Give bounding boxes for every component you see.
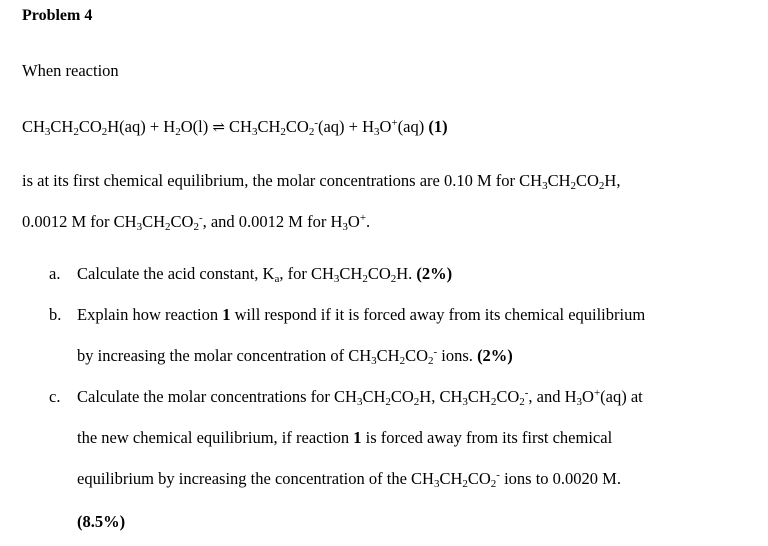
reaction-text: CH (257, 117, 281, 136)
subscript: 2 (490, 478, 497, 490)
question-weight: (8.5%) (77, 512, 126, 531)
superscript: - (198, 212, 203, 224)
reaction-text: (aq) + H (317, 117, 375, 136)
subscript: 2 (175, 126, 181, 138)
sentence-text: CO (576, 171, 599, 190)
reaction-text: CO (78, 117, 102, 136)
question-weight: (2%) (416, 264, 453, 283)
question-text: is forced away from its first chemical (361, 428, 613, 447)
reaction-text: O(l) (180, 117, 213, 136)
question-text: O (582, 387, 594, 406)
subscript: 2 (413, 396, 420, 408)
question-text: H. (396, 264, 417, 283)
subscript: 2 (598, 180, 605, 192)
equilibrium-sentence-line2 (22, 211, 370, 233)
subscript: 3 (542, 180, 548, 192)
sentence-text: CO (170, 212, 194, 231)
reaction-equation (22, 116, 448, 139)
subscript: 3 (333, 273, 340, 285)
question-text: Calculate the acid constant, K (77, 264, 275, 283)
subscript: 2 (390, 273, 397, 285)
list-marker-b: b. (49, 305, 62, 324)
subscript: 2 (308, 126, 315, 138)
problem-title: Problem 4 (22, 7, 93, 24)
question-text: CO (367, 264, 391, 283)
question-text: , and H (528, 387, 577, 406)
list-marker-c: c. (49, 387, 61, 406)
question-text: CH (467, 387, 491, 406)
sentence-text: is at its first chemical equilibrium, the molar concentrations are 0.10 M for CH (22, 171, 543, 190)
sentence-text: CH (547, 171, 571, 190)
subscript: 2 (385, 396, 391, 408)
subscript: a (274, 273, 280, 285)
question-text: CO (405, 346, 428, 365)
subscript: 2 (193, 221, 199, 233)
subscript: 3 (433, 478, 440, 490)
question-text: CO (390, 387, 414, 406)
question-text: Explain how reaction (77, 305, 223, 324)
question-text: CH (439, 469, 463, 488)
reaction-ref: 1 (222, 305, 231, 324)
superscript: - (433, 346, 438, 358)
question-text: the new chemical equilibrium, if reaction (77, 428, 354, 447)
sentence-text: . (366, 212, 371, 231)
subscript: 3 (576, 396, 583, 408)
subscript: 3 (356, 396, 363, 408)
question-text: Calculate the molar concentrations for CH (77, 387, 357, 406)
question-text: CH (376, 346, 400, 365)
sentence-text: 0.0012 M for CH (22, 212, 137, 231)
subscript: 2 (73, 126, 79, 138)
question-weight: (2%) (477, 346, 513, 365)
question-b-line1 (77, 304, 645, 326)
subscript: 3 (44, 126, 51, 138)
question-c-line2 (77, 427, 612, 449)
subscript: 2 (399, 355, 406, 367)
sentence-text: CH (142, 212, 166, 231)
superscript: + (391, 117, 398, 129)
reaction-text: CH (50, 117, 74, 136)
subscript: 2 (280, 126, 286, 138)
reaction-text: O (379, 117, 392, 136)
subscript: 2 (570, 180, 576, 192)
question-text: equilibrium by increasing the concentration of the CH (77, 469, 434, 488)
question-c-weight-line (77, 511, 125, 533)
subscript: 3 (462, 396, 468, 408)
subscript: 2 (362, 273, 368, 285)
subscript: 3 (374, 126, 380, 138)
sentence-text: , and 0.0012 M for H (202, 212, 343, 231)
superscript: - (496, 469, 500, 481)
subscript: 2 (165, 221, 171, 233)
intro-text: When reaction (22, 61, 119, 80)
sentence-text: O (347, 212, 360, 231)
subscript: 3 (371, 355, 377, 367)
reaction-text: (aq) (397, 117, 429, 136)
question-c-line3 (77, 468, 621, 490)
question-text: H, CH (419, 387, 463, 406)
question-text: CO (467, 469, 491, 488)
subscript: 2 (428, 355, 434, 367)
superscript: - (524, 387, 529, 399)
reaction-text: CH (22, 117, 45, 136)
superscript: - (314, 117, 318, 129)
question-b-line2 (77, 345, 513, 367)
subscript: 2 (490, 396, 497, 408)
reaction-label: (1) (428, 117, 448, 136)
subscript: 3 (136, 221, 143, 233)
question-text: CO (496, 387, 520, 406)
superscript: + (359, 212, 367, 224)
question-text: (aq) at (600, 387, 643, 406)
subscript: 2 (101, 126, 108, 138)
question-text: ions to 0.0020 M. (499, 469, 621, 488)
sentence-text: H, (604, 171, 621, 190)
question-text: by increasing the molar concentration of CH (77, 346, 372, 365)
subscript: 2 (519, 396, 525, 408)
reaction-text: CH (224, 117, 252, 136)
equilibrium-arrow-icon: ⇌ (212, 120, 225, 136)
subscript: 3 (251, 126, 258, 138)
list-marker-a: a. (49, 264, 61, 283)
question-text: , for CH (279, 264, 334, 283)
reaction-ref: 1 (353, 428, 362, 447)
reaction-text: CO (285, 117, 309, 136)
subscript: 2 (462, 478, 468, 490)
question-text: ions. (437, 346, 478, 365)
question-c-line1 (77, 386, 643, 408)
question-a (77, 263, 452, 285)
question-text: will respond if it is forced away from its chemical equilibrium (230, 305, 646, 324)
reaction-text: H(aq) + H (107, 117, 176, 136)
question-text: CH (362, 387, 386, 406)
subscript: 3 (342, 221, 348, 233)
superscript: + (593, 387, 601, 399)
equilibrium-sentence-line1 (22, 170, 620, 192)
question-text: CH (339, 264, 363, 283)
